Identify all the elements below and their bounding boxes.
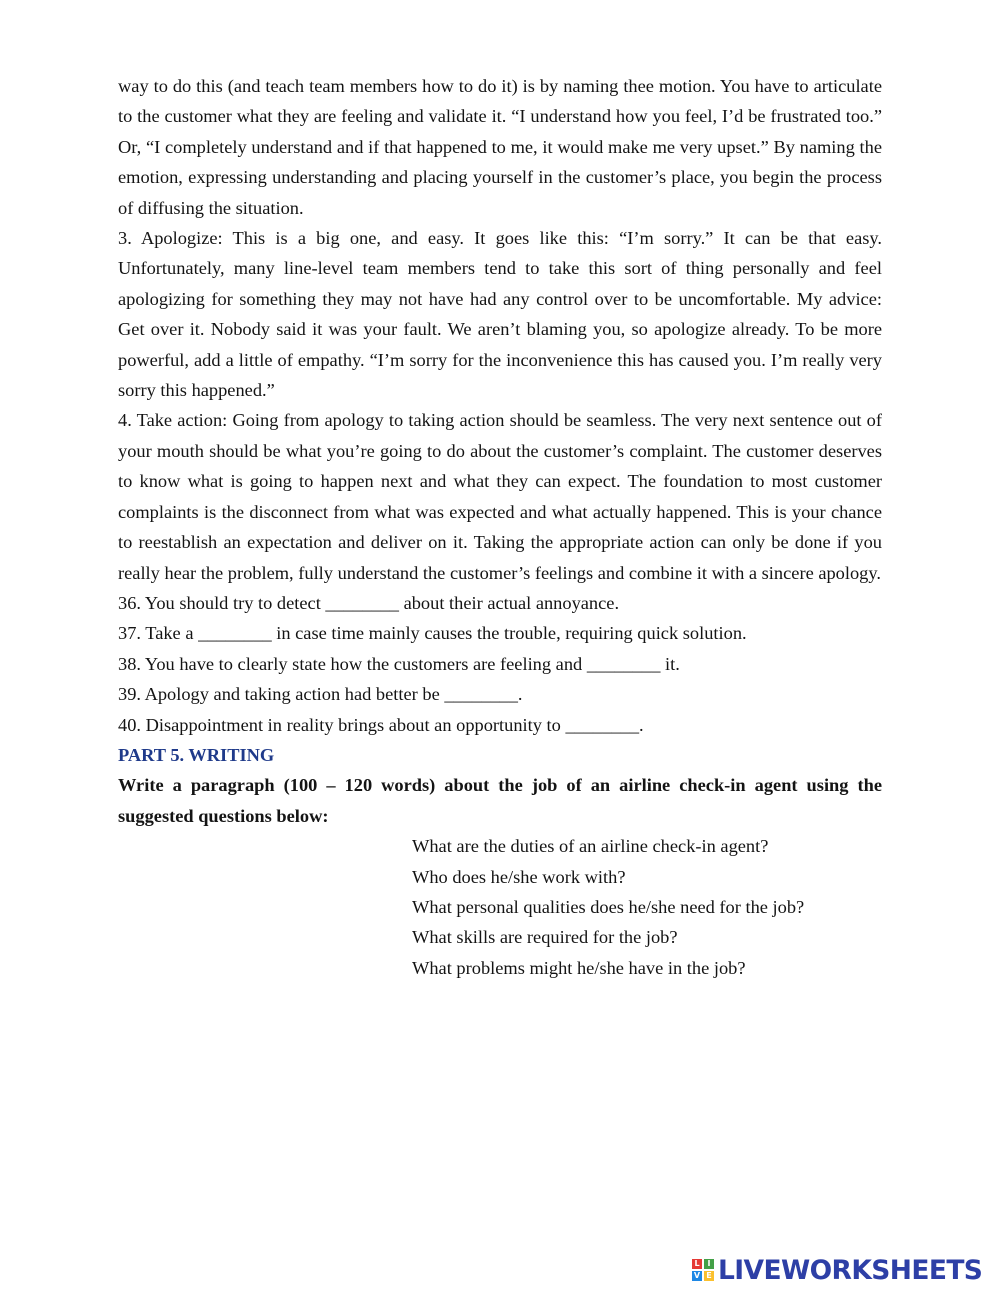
suggested-question: What skills are required for the job? (412, 927, 678, 948)
passage-paragraph-take-action: 4. Take action: Going from apology to taking action should be seamless. The very next sentence out of your mouth should be what you’re going to do about the customer’s complaint. The customer deserves to know what is going to happen next and what they can expect. The foundation to most customer complaints is the disconnect from what was expected and what actually happened. This is your chance to reestablish an expectation and deliver on it. Taking the appropriate action can only be done if you really hear the problem, fully understand the customer’s feelings and combine it with a sincere apology. (118, 410, 882, 583)
writing-section-heading: PART 5. WRITING (118, 744, 275, 765)
logo-text: LIVEWORKSHEETS (718, 1254, 983, 1286)
question-36: 36. You should try to detect ________ about their actual annoyance. (118, 592, 620, 613)
question-37: 37. Take a ________ in case time mainly causes the trouble, requiring quick solution. (118, 623, 747, 644)
writing-task-instruction: Write a paragraph (100 – 120 words) about the job of an airline check-in agent using the suggested questions below: (118, 775, 882, 826)
logo-mark-icon (692, 1259, 714, 1281)
liveworksheets-logo (692, 1255, 982, 1285)
suggested-question: What are the duties of an airline check-in agent? (412, 836, 769, 857)
logo-mark-letter: V (693, 1271, 701, 1280)
worksheet-content (118, 71, 882, 983)
suggested-question: What personal qualities does he/she need for the job? (412, 896, 805, 917)
logo-mark-letter: I (704, 1259, 714, 1269)
suggested-question: Who does he/she work with? (412, 866, 626, 887)
question-40: 40. Disappointment in reality brings about an opportunity to ________. (118, 714, 644, 735)
passage-paragraph-intro: way to do this (and teach team members how to do it) is by naming thee motion. You have to articulate to the customer what they are feeling and validate it. “I understand how you feel, I’d be frustrated too.” Or, “I completely understand and if that happened to me, it would make me very upset.” By naming the emotion, expressing understanding and placing yourself in the customer’s place, you begin the process of diffusing the situation. (118, 76, 882, 218)
suggested-question: What problems might he/she have in the job? (412, 957, 746, 978)
question-38: 38. You have to clearly state how the customers are feeling and ________ it. (118, 653, 680, 674)
logo-mark-letter: L (692, 1259, 702, 1269)
suggested-questions-list (118, 831, 882, 983)
logo-mark-letter: E (704, 1271, 714, 1281)
passage-paragraph-apologize: 3. Apologize: This is a big one, and easy. It goes like this: “I’m sorry.” It can be that easy. Unfortunately, many line-level team members tend to take this sort of thing personally and feel apologizing for something they may not have had any control over to be uncomfortable. My advice: Get over it. Nobody said it was your fault. We aren’t blaming you, so apologize already. To be more powerful, add a little of empathy. “I’m sorry for the inconvenience this has caused you. I’m really very sorry this happened.” (118, 228, 882, 401)
question-39: 39. Apology and taking action had better be ________. (118, 684, 523, 705)
